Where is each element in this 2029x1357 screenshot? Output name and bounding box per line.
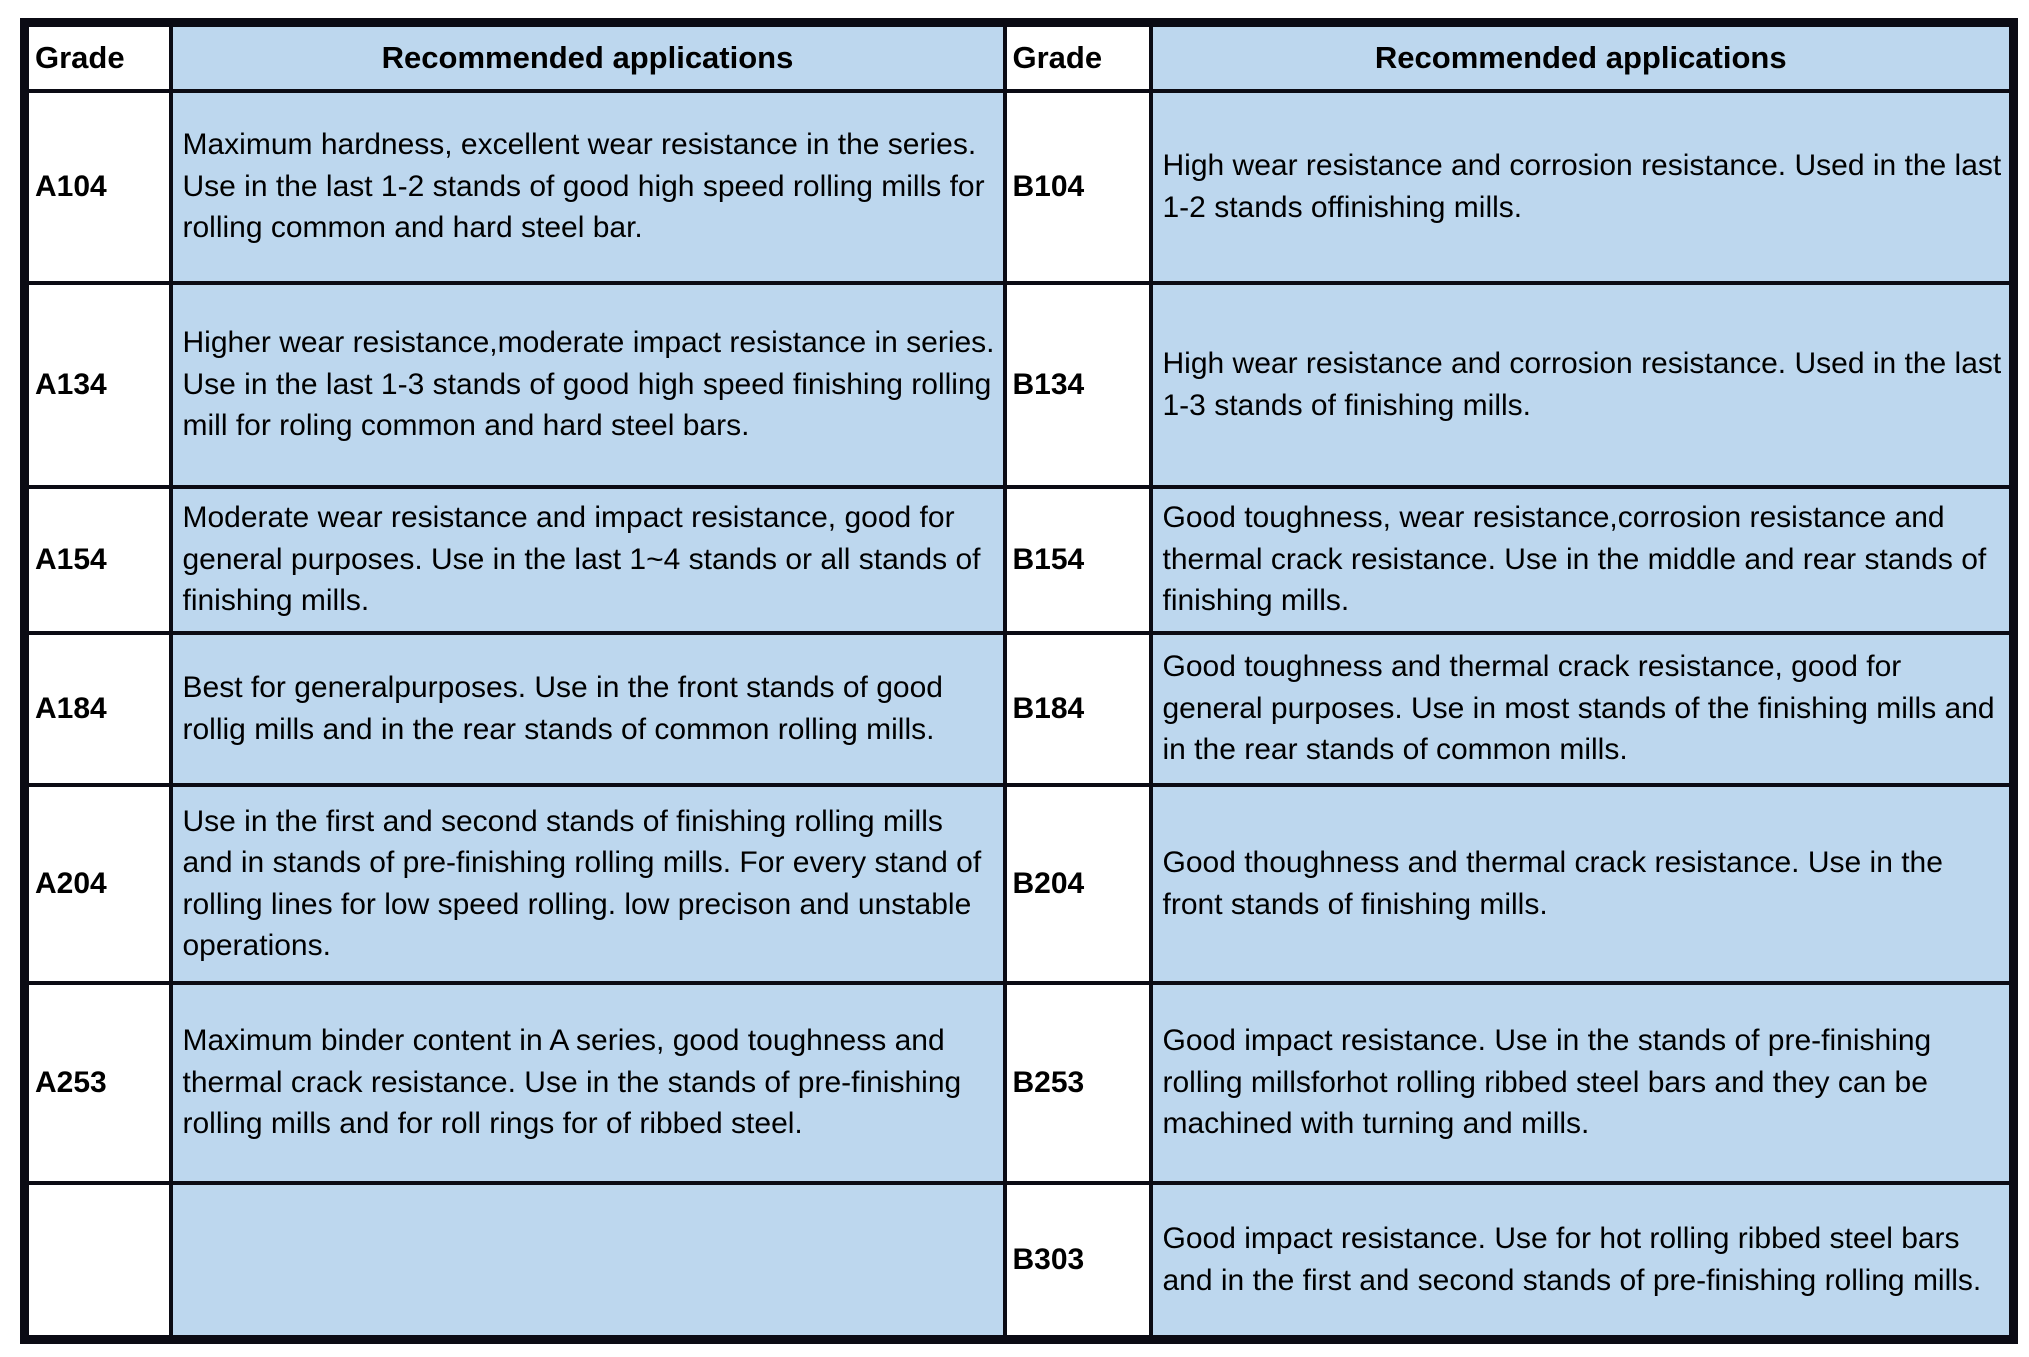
- grade-a204-cell: A204: [25, 785, 171, 983]
- table-row: [25, 1183, 2014, 1340]
- header-grade-right: Grade: [1005, 23, 1151, 91]
- header-grade-left: Grade: [25, 23, 171, 91]
- app-a253-cell: Maximum binder content in A series, good toughness and thermal crack resistance. Use in the stands of pre-finishing rolling mills and for roll rings for of ribbed steel.: [171, 983, 1005, 1183]
- app-empty-cell: [171, 1183, 1005, 1340]
- grade-a253-cell: A253: [25, 983, 171, 1183]
- grade-a154-cell: A154: [25, 487, 171, 633]
- table-row: [25, 633, 2014, 785]
- app-b134-cell: High wear resistance and corrosion resistance. Used in the last 1-3 stands of finishing mills.: [1151, 283, 2014, 487]
- grade-b253-cell: B253: [1005, 983, 1151, 1183]
- app-a204-cell: Use in the first and second stands of finishing rolling mills and in stands of pre-finishing rolling mills. For every stand of rolling lines for low speed rolling. low precison and unstable operations.: [171, 785, 1005, 983]
- table-header-row: [25, 23, 2014, 91]
- app-a104-cell: Maximum hardness, excellent wear resistance in the series. Use in the last 1-2 stands of good high speed rolling mills for rolling common and hard steel bar.: [171, 91, 1005, 283]
- app-a134-cell: Higher wear resistance,moderate impact resistance in series. Use in the last 1-3 stands of good high speed finishing rolling mill for roling common and hard steel bars.: [171, 283, 1005, 487]
- grade-b154-cell: B154: [1005, 487, 1151, 633]
- app-b303-cell: Good impact resistance. Use for hot rolling ribbed steel bars and in the first and second stands of pre-finishing rolling mills.: [1151, 1183, 2014, 1340]
- app-a184-cell: Best for generalpurposes. Use in the front stands of good rollig mills and in the rear stands of common rolling mills.: [171, 633, 1005, 785]
- app-b184-cell: Good toughness and thermal crack resistance, good for general purposes. Use in most stands of the finishing mills and in the rear stands of common mills.: [1151, 633, 2014, 785]
- grade-b134-cell: B134: [1005, 283, 1151, 487]
- grade-empty-cell: [25, 1183, 171, 1340]
- app-b253-cell: Good impact resistance. Use in the stands of pre-finishing rolling millsforhot rolling ribbed steel bars and they can be machined with turning and mills.: [1151, 983, 2014, 1183]
- grade-b184-cell: B184: [1005, 633, 1151, 785]
- app-b104-cell: High wear resistance and corrosion resistance. Used in the last 1-2 stands offinishing mills.: [1151, 91, 2014, 283]
- grade-b104-cell: B104: [1005, 91, 1151, 283]
- table-row: [25, 487, 2014, 633]
- app-a154-cell: Moderate wear resistance and impact resistance, good for general purposes. Use in the last 1~4 stands or all stands of finishing mills.: [171, 487, 1005, 633]
- grade-a184-cell: A184: [25, 633, 171, 785]
- table-row: [25, 785, 2014, 983]
- grade-applications-table: [20, 18, 2018, 1344]
- app-b154-cell: Good toughness, wear resistance,corrosion resistance and thermal crack resistance. Use in the middle and rear stands of finishing mills.: [1151, 487, 2014, 633]
- app-b204-cell: Good thoughness and thermal crack resistance. Use in the front stands of finishing mills.: [1151, 785, 2014, 983]
- grade-a134-cell: A134: [25, 283, 171, 487]
- grade-a104-cell: A104: [25, 91, 171, 283]
- grade-b204-cell: B204: [1005, 785, 1151, 983]
- table-row: [25, 983, 2014, 1183]
- table-row: [25, 283, 2014, 487]
- header-applications-left: Recommended applications: [171, 23, 1005, 91]
- grade-b303-cell: B303: [1005, 1183, 1151, 1340]
- table-row: [25, 91, 2014, 283]
- header-applications-right: Recommended applications: [1151, 23, 2014, 91]
